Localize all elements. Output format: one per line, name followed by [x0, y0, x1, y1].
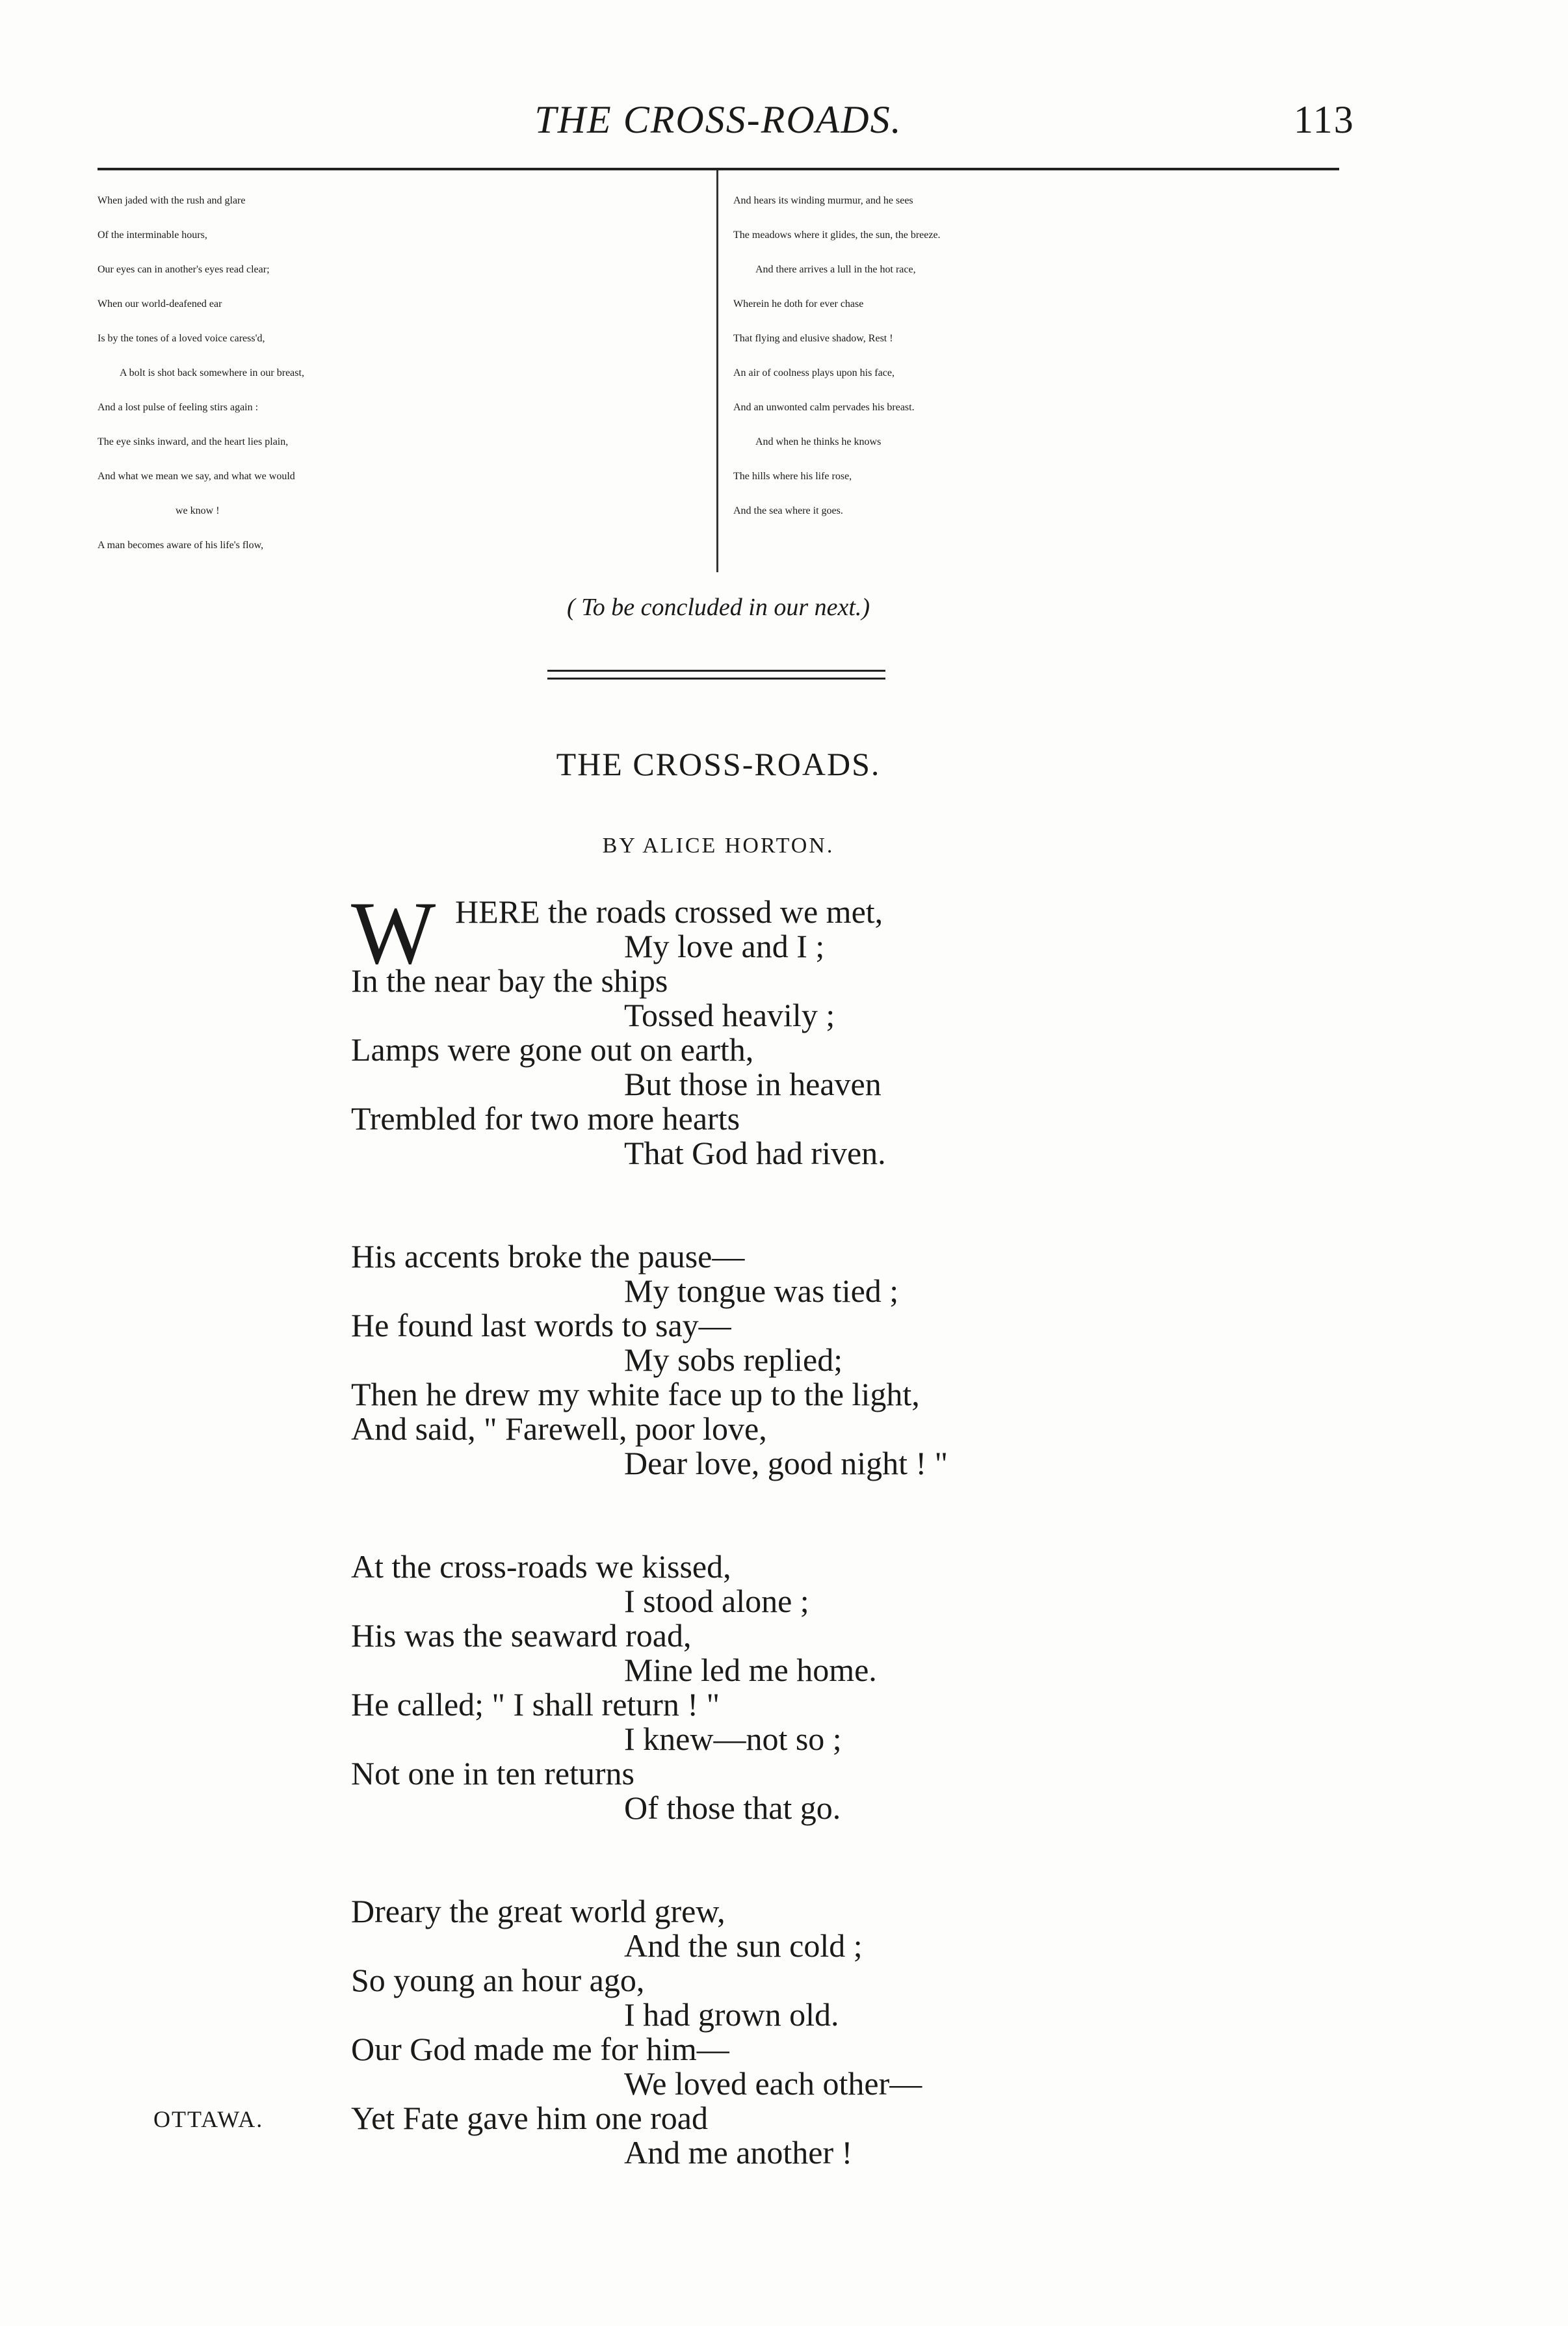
- poem-line: Our God made me for him—: [351, 2031, 729, 2067]
- poem-line: HERE the roads crossed we met,: [455, 893, 883, 930]
- poem-line: My tongue was tied ;: [624, 1273, 899, 1309]
- place-signature: OTTAWA.: [153, 2106, 264, 2132]
- poem-line: Dreary the great world grew,: [351, 1893, 725, 1929]
- poem-line: Not one in ten returns: [351, 1755, 635, 1791]
- left-column: [98, 195, 709, 585]
- header-rule: [98, 168, 1339, 170]
- right-column: [733, 195, 1357, 559]
- left-line: A man becomes aware of his life's flow,: [98, 540, 264, 551]
- poem-line: Mine led me home.: [624, 1652, 877, 1688]
- poem-line: And me another !: [624, 2134, 853, 2171]
- poem-line: That God had riven.: [624, 1135, 886, 1171]
- poem-line: And said, " Farewell, poor love,: [351, 1410, 767, 1447]
- section-rule-bottom: [547, 678, 885, 680]
- poem-line: I knew—not so ;: [624, 1721, 842, 1757]
- running-title: THE CROSS-ROADS.: [534, 98, 902, 141]
- right-line: And an unwonted calm pervades his breast.: [733, 402, 915, 413]
- poem-line: We loved each other—: [624, 2065, 922, 2102]
- right-line: The hills where his life rose,: [733, 471, 852, 482]
- continuation-note: ( To be concluded in our next.): [566, 594, 870, 621]
- right-line: And the sea where it goes.: [733, 505, 843, 516]
- left-line: The eye sinks inward, and the heart lies plain,: [98, 436, 289, 447]
- poem-line: Yet Fate gave him one road: [351, 2100, 708, 2136]
- left-line: And a lost pulse of feeling stirs again :: [98, 402, 259, 413]
- stanza: [351, 895, 1131, 1170]
- right-line: Wherein he doth for ever chase: [733, 298, 864, 310]
- poem-line: My love and I ;: [624, 928, 825, 964]
- left-line: we know !: [176, 505, 220, 516]
- right-line: And there arrives a lull in the hot race,: [755, 264, 916, 275]
- poem-line: Trembled for two more hearts: [351, 1100, 740, 1137]
- stanza: [351, 1550, 1131, 1825]
- right-line: The meadows where it glides, the sun, the breeze.: [733, 230, 941, 241]
- section-rule-top: [547, 670, 885, 672]
- column-divider: [716, 170, 718, 572]
- drop-cap: W: [351, 883, 436, 983]
- poem-line: But those in heaven: [624, 1066, 882, 1102]
- left-line: When our world-deafened ear: [98, 298, 222, 310]
- poem-line: His was the seaward road,: [351, 1617, 692, 1654]
- poem-line: Then he drew my white face up to the light,: [351, 1376, 920, 1412]
- poem-line: So young an hour ago,: [351, 1962, 645, 1998]
- poem-line: He found last words to say—: [351, 1307, 731, 1343]
- poem-line: And the sun cold ;: [624, 1927, 863, 1964]
- right-line: An air of coolness plays upon his face,: [733, 367, 895, 378]
- stanza: [351, 1894, 1131, 2170]
- left-line: When jaded with the rush and glare: [98, 195, 246, 206]
- page-number: 113: [1294, 98, 1355, 141]
- poem-line: I had grown old.: [624, 1996, 839, 2033]
- right-line: And when he thinks he knows: [755, 436, 882, 447]
- poem-line: At the cross-roads we kissed,: [351, 1548, 731, 1585]
- poem-line: Dear love, good night ! ": [624, 1445, 948, 1481]
- poem-line: He called; " I shall return ! ": [351, 1686, 720, 1723]
- poem-line: Lamps were gone out on earth,: [351, 1031, 754, 1068]
- poem-line: Of those that go.: [624, 1790, 841, 1826]
- poem-body: [351, 895, 1131, 2239]
- poem-line: My sobs replied;: [624, 1341, 843, 1378]
- left-line: And what we mean we say, and what we would: [98, 471, 295, 482]
- left-line: A bolt is shot back somewhere in our breast,: [120, 367, 304, 378]
- poem-line: In the near bay the ships: [351, 962, 668, 999]
- right-line: And hears its winding murmur, and he sees: [733, 195, 913, 206]
- poem-title: THE CROSS-ROADS.: [556, 746, 881, 782]
- right-line: That flying and elusive shadow, Rest !: [733, 333, 893, 344]
- left-line: Our eyes can in another's eyes read clear;: [98, 264, 270, 275]
- poem-line: Tossed heavily ;: [624, 997, 835, 1033]
- left-line: Is by the tones of a loved voice caress'd,: [98, 333, 265, 344]
- poem-line: His accents broke the pause—: [351, 1238, 745, 1275]
- left-line: Of the interminable hours,: [98, 230, 207, 241]
- stanza: [351, 1239, 1131, 1481]
- poem-byline: BY ALICE HORTON.: [602, 834, 835, 858]
- poem-line: I stood alone ;: [624, 1583, 809, 1619]
